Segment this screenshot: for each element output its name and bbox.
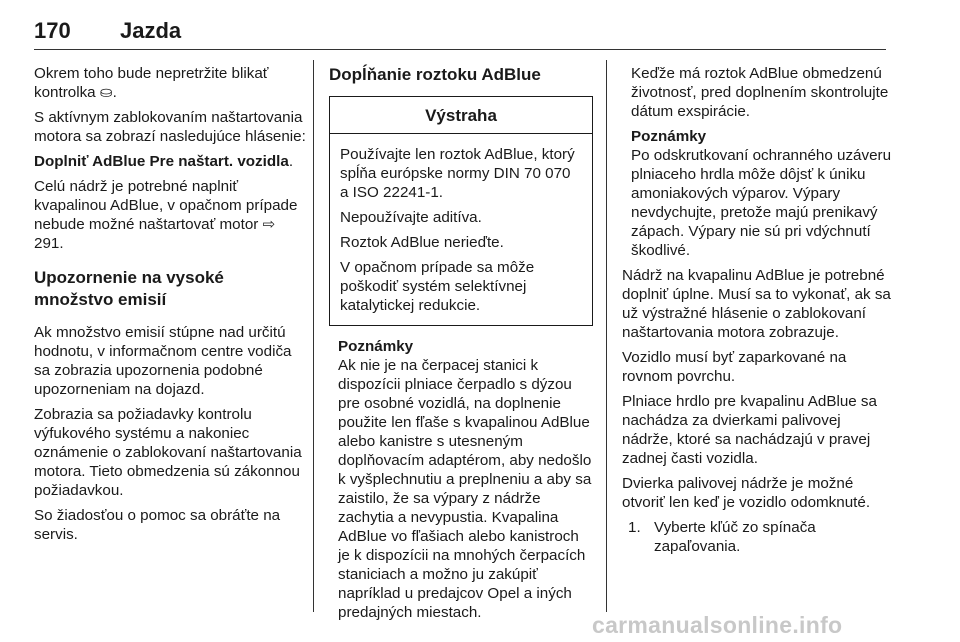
column-divider-2: [606, 60, 607, 612]
paragraph: S aktívnym zablokovaním naštartovania motora sa zobrazí nasledujúce hlásenie:: [34, 109, 306, 145]
warning-title: Výstraha: [330, 97, 592, 134]
paragraph: Vozidlo musí byť zaparkované na rovnom povrchu.: [622, 349, 847, 385]
paragraph: Zobrazia sa požiadavky kontrolu výfukového systému a nakoniec oznámenie o zablokovaní naštartovania motora. Tieto obmedzenia sú zákonnou požiadavkou.: [34, 406, 302, 499]
warning-body: [330, 134, 592, 325]
paragraph: So žiadosťou o pomoc sa obráťte na servis.: [34, 507, 281, 543]
dashboard-message: Doplniť AdBlue Pre naštart. vozidla: [34, 153, 289, 170]
paragraph: Plniace hrdlo pre kvapalinu AdBlue sa nachádza za dvierkami palivovej nádrže, ktoré sa nachádzajú v pravej zadnej časti vozidla.: [622, 393, 877, 467]
note-continuation: [622, 64, 892, 260]
warning-paragraph: Používajte len roztok AdBlue, ktorý spĺňa európske normy DIN 70 070 a ISO 22241-1.: [340, 146, 575, 201]
page-header: [34, 14, 886, 50]
warning-paragraph: V opačnom prípade sa môže poškodiť systém selektívnej katalytickej redukcie.: [340, 259, 535, 314]
section-heading: Dopĺňanie roztoku AdBlue: [329, 65, 541, 84]
note-text: Po odskrutkovaní ochranného uzáveru plniaceho hrdla môže dôjsť k úniku amoniakových výparov. Výpary nevdychujte, pretože majú prenikavý zápach. Výpary nie sú pri vdýchnutí škodlivé.: [631, 147, 892, 259]
header-rule: [34, 49, 886, 50]
paragraph: Ak množstvo emisií stúpne nad určitú hodnotu, v informačnom centre vodiča sa zobrazia upozornenia podobné upozorneniam na dojazd.: [34, 324, 292, 398]
note-text: Ak nie je na čerpacej stanici k dispozícii plniace čerpadlo s dýzou pre osobné vozidlá, na doplnenie použite len fľaše s kvapalinou AdBlue alebo kanistre s utesneným doplňovacím adaptérom, aby nedošlo k vyšplechnutiu a preplneniu a aby sa zaistilo, že sa výpary z nádrže zachytia a nevypustia. Kvapalina AdBlue vo fľašiach alebo kanistroch je k dispozícii na mnohých čerpacích staniciach a možno ju zakúpiť napríklad u predajcov Opel a iných predajných miestach.: [338, 357, 592, 621]
section-title: Jazda: [120, 18, 182, 43]
message-end: .: [288, 153, 294, 170]
warning-paragraph: Roztok AdBlue nerieďte.: [340, 234, 504, 251]
column-middle: [329, 62, 593, 622]
section-heading: Upozornenie na vysoké množstvo emisií: [34, 268, 224, 309]
watermark: carmanualsonline.info: [592, 612, 843, 638]
page-number: 170: [34, 18, 71, 43]
note-block: [329, 337, 593, 622]
paragraph: Nádrž na kvapalinu AdBlue je potrebné doplniť úplne. Musí sa to vykonať, ak sa už výstražné hlásenie o zablokovaní naštartovania motora zobrazuje.: [622, 267, 891, 341]
column-left: [34, 64, 306, 550]
list-number: 1.: [628, 519, 641, 536]
note-title: Poznámky: [338, 338, 414, 355]
paragraph: Dvierka palivovej nádrže je možné otvoriť len keď je vozidlo odomknuté.: [622, 475, 871, 511]
column-divider-1: [313, 60, 314, 612]
list-item: [622, 518, 892, 556]
paragraph: Keďže má roztok AdBlue obmedzenú životnosť, pred doplnením skontrolujte dátum exspirácie.: [631, 65, 889, 120]
warning-paragraph: Nepoužívajte aditíva.: [340, 209, 482, 226]
paragraph: Okrem toho bude nepretržite blikať kontrolka ⛀.: [34, 65, 269, 101]
warning-box: [329, 96, 593, 326]
message-paragraph: [34, 152, 306, 171]
list-text: Vyberte kľúč zo spínača zapaľovania.: [654, 519, 816, 555]
note-title: Poznámky: [631, 128, 707, 145]
column-right: [622, 64, 892, 556]
paragraph: Celú nádrž je potrebné naplniť kvapalinou AdBlue, v opačnom prípade nebude možné naštartovať motor ⇨ 291.: [34, 178, 298, 252]
